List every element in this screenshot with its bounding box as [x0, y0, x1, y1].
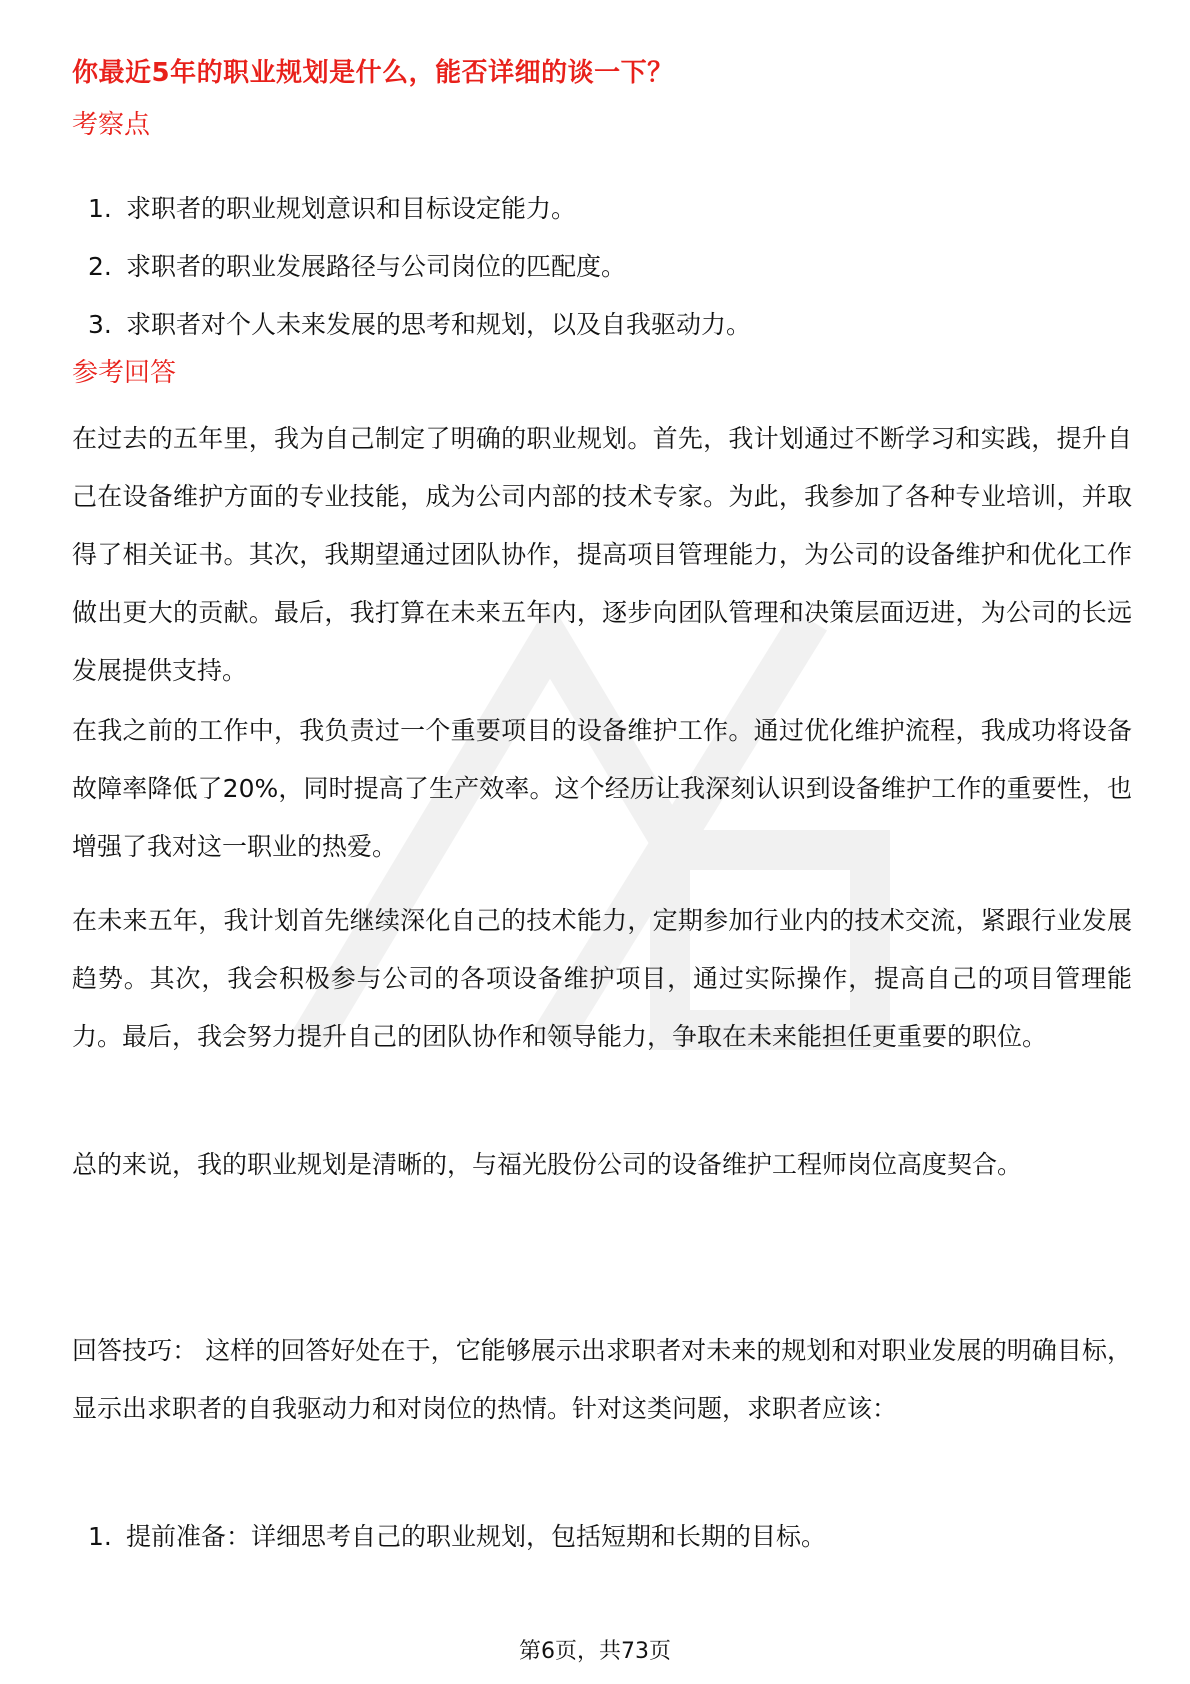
answer-tips-paragraph: 回答技巧： 这样的回答好处在于，它能够展示出求职者对未来的规划和对职业发展的明确目标，显示出求职者的自我驱动力和对岗位的热情。针对这类问题，求职者应该： [72, 1336, 1132, 1423]
answer-paragraph: 总的来说，我的职业规划是清晰的，与福光股份公司的设备维护工程师岗位高度契合。 [72, 1150, 1023, 1179]
assess-points-list [72, 180, 1112, 354]
answer-paragraph: 在我之前的工作中，我负责过一个重要项目的设备维护工作。通过优化维护流程，我成功将设备故障率降低了20%，同时提高了生产效率。这个经历让我深刻认识到设备维护工作的重要性，也增强了我对这一职业的热爱。 [72, 716, 1132, 861]
list-item: 1. 求职者的职业规划意识和目标设定能力。 [88, 194, 577, 223]
list-item-text: 提前准备：详细思考自己的职业规划，包括短期和长期的目标。 [126, 1522, 827, 1551]
answer-paragraph: 在过去的五年里，我为自己制定了明确的职业规划。首先，我计划通过不断学习和实践，提升自己在设备维护方面的专业技能，成为公司内部的技术专家。为此，我参加了各种专业培训，并取得了相关证书。其次，我期望通过团队协作，提高项目管理能力，为公司的设备维护和优化工作做出更大的贡献。最后，我打算在未来五年内，逐步向团队管理和决策层面迈进，为公司的长远发展提供支持。 [72, 424, 1132, 685]
list-item-text: 求职者的职业规划意识和目标设定能力。 [126, 194, 577, 223]
page-number-footer: 第6页，共73页 [519, 1639, 671, 1664]
list-item: 2. 求职者的职业发展路径与公司岗位的匹配度。 [88, 252, 627, 281]
answer-paragraph: 在未来五年，我计划首先继续深化自己的技术能力，定期参加行业内的技术交流，紧跟行业发展趋势。其次，我会积极参与公司的各项设备维护项目，通过实际操作，提高自己的项目管理能力。最后，我会努力提升自己的团队协作和领导能力，争取在未来能担任更重要的职位。 [72, 906, 1132, 1051]
list-item-text: 求职者对个人未来发展的思考和规划，以及自我驱动力。 [126, 310, 752, 339]
tips-list [72, 1508, 1112, 1566]
list-item: 3. 求职者对个人未来发展的思考和规划，以及自我驱动力。 [88, 310, 752, 339]
section-assess-title: 考察点 [72, 110, 151, 140]
section-answer-title: 参考回答 [72, 358, 177, 388]
list-item: 1. 提前准备：详细思考自己的职业规划，包括短期和长期的目标。 [88, 1522, 827, 1551]
question-title: 你最近5年的职业规划是什么，能否详细的谈一下？ [72, 58, 674, 88]
list-item-text: 求职者的职业发展路径与公司岗位的匹配度。 [126, 252, 627, 281]
